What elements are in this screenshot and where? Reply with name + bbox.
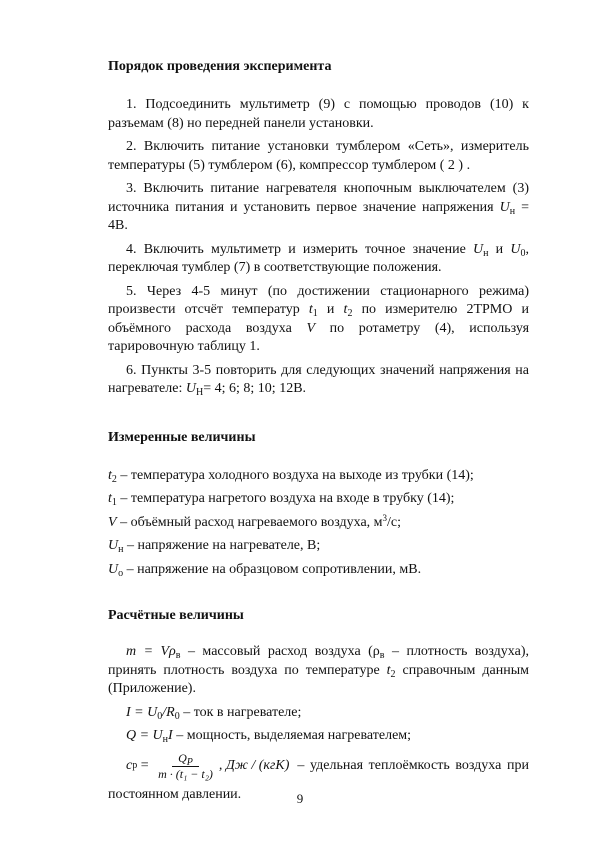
procedure-step-4: 4. Включить мультиметр и измерить точное значение $U_н$ и $U_0$, переключая тумблер (7) в соответствующие положения. xyxy=(108,241,529,275)
page-content xyxy=(108,58,529,809)
page-number: 9 xyxy=(296,791,304,806)
procedure-step-5: 5. Через 4-5 минут (по достижении стационарного режима) произвести отсчёт температур $t_1$ и $t_2$ по измерителю 2ТРМО и объёмного расхода воздуха V по ротаметру (4), используя тарировочную таблицу 1. xyxy=(108,283,530,354)
measured-item-t2: $t_2$ – температура холодного воздуха на выходе из трубки (14); xyxy=(108,467,474,485)
procedure-step-1: 1. Подсоединить мультиметр (9) с помощью проводов (10) к разъемам (8) но передней панели установки. xyxy=(108,97,529,131)
procedure-step-2: 2. Включить питание установки тумблером «Сеть», измеритель температуры (5) тумблером (6), компрессор тумблером ( 2 ) . xyxy=(108,139,529,173)
measured-item-uh: $U_н$ – напряжение на нагревателе, В; xyxy=(108,538,321,555)
heat-capacity-expression: c p = $\frac{Q_P}{\text{m · (t₁ − t₂)}}$ , Дж / (кгК) xyxy=(126,750,290,781)
measured-item-t1: $t_1$ – температура нагретого воздуха на входе в трубку (14); xyxy=(108,491,455,508)
procedure-step-6: 6. Пункты 3-5 повторить для следующих значений напряжения на нагревателе: $U_Н= 4$; 6; 8; 10; 12В. xyxy=(108,362,529,398)
measured-list xyxy=(108,467,529,580)
measured-item-uo: $U_о$ – напряжение на образцовом сопротивлении, мВ. xyxy=(108,561,422,579)
heat-capacity-formula xyxy=(108,751,529,782)
heat-capacity-fraction: $\frac{Q_P}{\text{m · (t₁ − t₂)}}$ xyxy=(158,750,213,781)
measured-item-v: V – объёмный расход нагреваемого воздуха, $м^3/с$; xyxy=(108,512,402,530)
section-title-procedure: Порядок проведения эксперимента xyxy=(108,59,332,74)
section-title-measured: Измеренные величины xyxy=(108,429,256,445)
current-formula: $I = U_0/R_0$ – ток в нагревателе; xyxy=(126,704,302,722)
section-title-calculated: Расчётные величины xyxy=(108,608,244,623)
heat-capacity-description: – удельная теплоёмкость воздуха при xyxy=(297,757,529,773)
procedure-step-3: 3. Включить питание нагревателя кнопочным выключателем (3) источника питания и установить первое значение напряжения $U_н = 4В$. xyxy=(108,181,530,233)
mass-flow-formula: $m = V\rho_в$ – массовый расход воздуха ($\rho_в$ – плотность воздуха), принять плотность воздуха по температуре $t_2$ справочным данным (Приложение). xyxy=(108,644,529,696)
heat-capacity-description-cont: постоянном давлении. xyxy=(108,786,242,802)
power-formula: $Q = U_нI$ – мощность, выделяемая нагревателем; xyxy=(126,728,412,745)
